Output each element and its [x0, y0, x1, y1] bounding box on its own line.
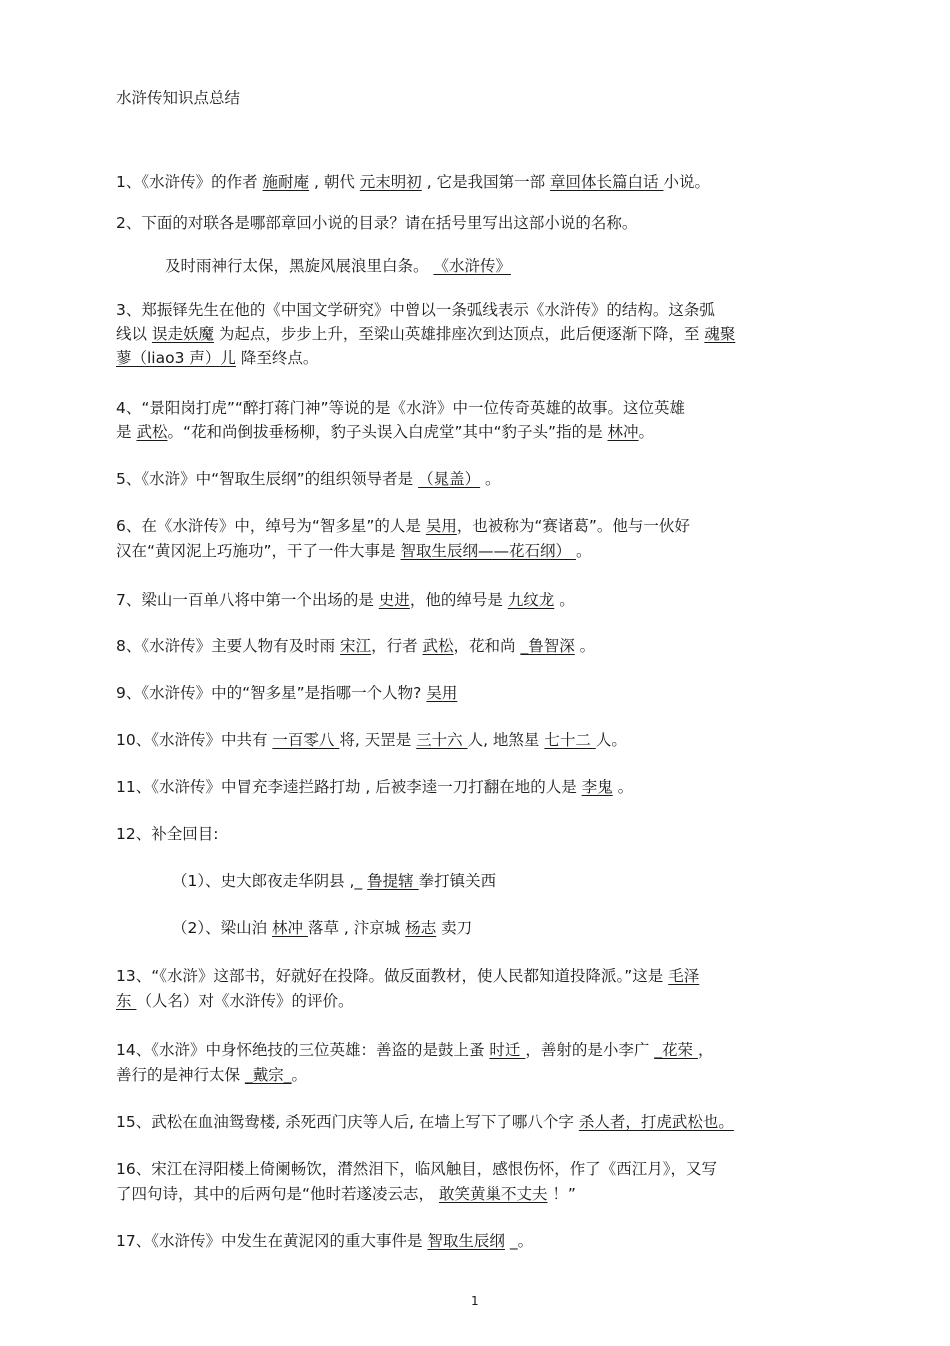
question-text: 。 [291, 1066, 307, 1084]
answer-text: 蓼（liao3 声）儿 [116, 349, 236, 367]
question-text: 卖刀 [436, 919, 473, 937]
answer-text: 武松 [136, 423, 168, 441]
question-text: 小说。 [663, 173, 710, 191]
text-line [116, 422, 654, 442]
question-text: 3、郑振铎先生在他的《中国文学研究》中曾以一条弧线表示《水浒传》的结构。这条弧 [116, 301, 715, 319]
question-text: 人, 地煞星 [467, 731, 545, 749]
answer-text: 李鬼 [581, 778, 613, 796]
text-line [165, 256, 511, 276]
text-line [116, 1159, 717, 1179]
question-text: ， [697, 1041, 714, 1059]
answer-text: 杀人者，打虎武松也。 [578, 1113, 734, 1131]
answer-text: _戴宗_ [244, 1066, 292, 1084]
question-text: 5、《水浒》中“智取生辰纲”的组织领导者是 [116, 470, 419, 488]
answer-text: 智取生辰纲——花石纲） [400, 542, 576, 560]
question-text: 及时雨神行太保，黑旋风展浪里白条。 [165, 257, 434, 275]
answer-text: 一百零八 [272, 731, 340, 749]
question-text: 10、《水浒传》中共有 [116, 731, 273, 749]
text-line [116, 824, 218, 844]
page-title: 水浒传知识点总结 [116, 89, 241, 107]
answer-text: （晁盖） [418, 470, 481, 488]
question-text: ，花和尚 [453, 637, 521, 655]
text-line [116, 541, 591, 561]
question-text: 7、梁山一百单八将中第一个出场的是 [116, 591, 379, 609]
answer-text: 吴用 [425, 517, 457, 535]
text-line [116, 1231, 533, 1251]
answer-text: 林冲 [607, 423, 639, 441]
answer-text: 武松 [422, 637, 454, 655]
question-text: 善行的是神行太保 [116, 1066, 245, 1084]
text-line [116, 1040, 713, 1060]
text-line [116, 1112, 734, 1132]
text-line [172, 918, 472, 938]
answer-text: 敢笑黄巢不丈夫 [438, 1185, 548, 1203]
question-text: 降至终点。 [235, 349, 319, 367]
question-text: 。 [574, 637, 596, 655]
question-text: 落草 , 汴京城 [307, 919, 406, 937]
text-line [116, 469, 501, 489]
question-text: 15、武松在血油鸳鸯楼, 杀死西门庆等人后, 在墙上写下了哪八个字 [116, 1113, 579, 1131]
question-text: , 朝代 [309, 173, 360, 191]
text-line [116, 213, 637, 233]
question-text: 了四句诗，其中的后两句是“他时若遂凌云志， [116, 1185, 439, 1203]
question-text: 14、《水浒》中身怀绝技的三位英雄：善盗的是鼓上蚤 [116, 1041, 490, 1059]
answer-text: 三十六 [416, 731, 468, 749]
text-line [116, 398, 685, 418]
question-text: 。 [554, 591, 575, 609]
answer-text: _花荣 [654, 1041, 698, 1059]
question-text: , 它是我国第一部 [421, 173, 551, 191]
question-text: 9、《水浒传》中的“智多星”是指哪一个人物? [116, 684, 427, 702]
question-text: _。 [504, 1232, 534, 1250]
question-text: 线以 [116, 325, 152, 343]
question-text: 13、“《水浒》这部书，好就好在投降。做反面教材，使人民都知道投降派。”这是 [116, 967, 669, 985]
answer-text: 杨志 [405, 919, 437, 937]
text-line [116, 300, 715, 320]
question-text: 。 [638, 423, 655, 441]
answer-text: 施耐庵 [262, 173, 310, 191]
question-text: 8、《水浒传》主要人物有及时雨 [116, 637, 341, 655]
question-text: 是 [116, 423, 137, 441]
text-line [116, 730, 627, 750]
answer-text: _鲁智深 [520, 637, 575, 655]
question-text: ，善射的是小李广 [525, 1041, 655, 1059]
answer-text: 《水浒传》 [433, 257, 511, 275]
answer-text: 章回体长篇白话 [550, 173, 664, 191]
question-text: 。 [575, 542, 592, 560]
text-line [116, 324, 735, 344]
text-line [116, 636, 595, 656]
question-text: 1、《水浒传》的作者 [116, 173, 263, 191]
text-line [116, 172, 710, 192]
answer-text: 史进 [378, 591, 410, 609]
question-text: ，也被称为“赛诸葛”。他与一伙好 [456, 517, 690, 535]
text-line [116, 966, 699, 986]
question-text: 人。 [595, 731, 627, 749]
answer-text: 林冲 [272, 919, 308, 937]
answer-text: 吴用 [426, 684, 458, 702]
answer-text: 时迁 [489, 1041, 526, 1059]
text-line [172, 871, 496, 891]
question-text: 汉在“黄冈泥上巧施功”，干了一件大事是 [116, 542, 401, 560]
question-text: 11、《水浒传》中冒充李逵拦路打劫 , 后被李逵一刀打翻在地的人是 [116, 778, 582, 796]
question-text: 4、“景阳岗打虎”“醉打蒋门神”等说的是《水浒》中一位传奇英雄的故事。这位英雄 [116, 399, 685, 417]
answer-text: 鲁提辖 [367, 872, 419, 890]
text-line [116, 590, 575, 610]
answer-text: 东 [116, 992, 137, 1010]
question-text: 17、《水浒传》中发生在黄泥冈的重大事件是 [116, 1232, 428, 1250]
answer-text: 误走妖魔 [151, 325, 214, 343]
question-text: （1）、史大郎夜走华阴县 ,_ [172, 872, 368, 890]
question-text: （2）、梁山泊 [172, 919, 273, 937]
answer-text: 七十二 [544, 731, 596, 749]
answer-text: 魂聚 [704, 325, 736, 343]
text-line [116, 683, 457, 703]
question-text: （人名）对《水浒传》的评价。 [136, 992, 354, 1010]
answer-text: 宋江 [340, 637, 372, 655]
question-text: 。“花和尚倒拔垂杨柳，豹子头误入白虎堂”其中“豹子头”指的是 [167, 423, 608, 441]
answer-text: 智取生辰纲 [427, 1232, 505, 1250]
question-text: ，他的绰号是 [409, 591, 508, 609]
question-text: ，行者 [371, 637, 423, 655]
text-line [116, 1184, 576, 1204]
question-text: 将, 天罡是 [339, 731, 417, 749]
page-number: 1 [471, 1294, 479, 1308]
answer-text: 九纹龙 [507, 591, 555, 609]
answer-text: 元末明初 [359, 173, 422, 191]
question-text: 。 [480, 470, 501, 488]
answer-text: 毛泽 [668, 967, 700, 985]
text-line [116, 991, 353, 1011]
question-text: 2、下面的对联各是哪部章回小说的目录？请在括号里写出这部小说的名称。 [116, 214, 638, 232]
question-text: 。 [612, 778, 634, 796]
question-text: 12、补全回目: [116, 825, 219, 843]
question-text: 6、在《水浒传》中，绰号为“智多星”的人是 [116, 517, 426, 535]
question-text: 为起点，步步上升，至梁山英雄排座次到达顶点，此后便逐渐下降，至 [213, 325, 705, 343]
text-line [116, 348, 318, 368]
text-line [116, 1065, 307, 1085]
question-text: ！” [547, 1185, 576, 1203]
question-text: 16、宋江在浔阳楼上倚阑畅饮，潸然泪下，临风触目，感恨伤怀，作了《西江月》，又写 [116, 1160, 717, 1178]
text-line [116, 777, 633, 797]
text-line [116, 516, 690, 536]
question-text: 拳打镇关西 [418, 872, 497, 890]
